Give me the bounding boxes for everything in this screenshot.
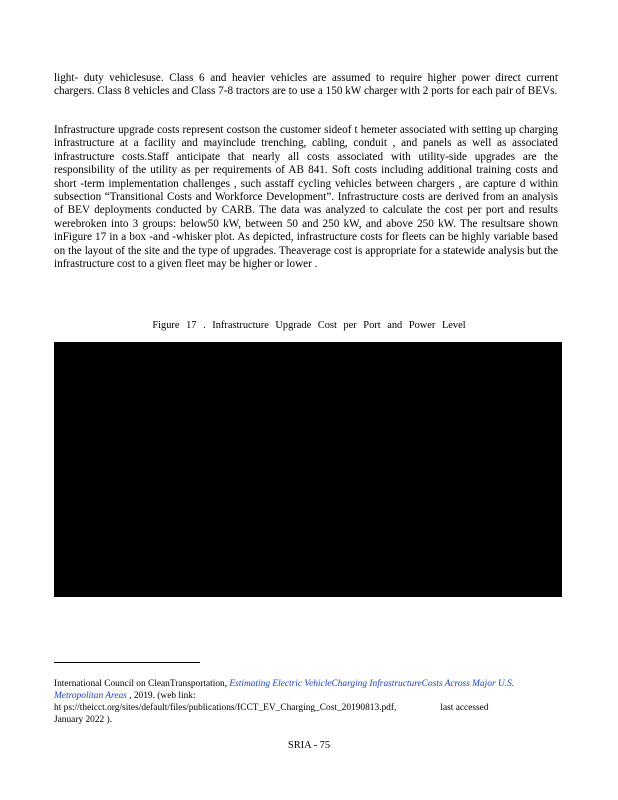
body-paragraph-2: Infrastructure upgrade costs represent costson the customer sideof t hemeter associated with setting up charging infrastructure at a facility and mayinclude trenching, cabling, conduit , and panels as well as associated infrastructure costs.Staff anticipate that nearly all costs associated with utility-side upgrades are the responsibility of the utility as per requirements of AB 841. Soft costs including additional training costs and short -term implementation challenges , such asstaff cycling vehicles between chargers , are capture d within subsection “Transitional Costs and Workforce Development”. Infrastructure costs are derived from an analysis of BEV deployments conducted by CARB. The data was analyzed to calculate the cost per port and results werebroken into 3 groups: below50 kW, between 50 and 250 kW, and above 250 kW. The resultsare shown inFigure 17 in a box -and -whisker plot. As depicted, infrastructure costs for fleets can be highly variable based on the layout of the site and the type of upgrades. Theaverage cost is appropriate for a statewide analysis but the infrastructure cost to a given fleet may be higher or lower . — [54, 124, 558, 271]
footnote — [54, 678, 554, 726]
footnote-divider — [54, 662, 200, 663]
footnote-accessed: last accessed — [440, 703, 489, 713]
footnote-middle: , 2019. (web link: — [126, 691, 196, 701]
body-paragraph-1: light- duty vehiclesuse. Class 6 and heavier vehicles are assumed to require higher power direct current chargers. Class 8 vehicles and Class 7-8 tractors are to use a 150 kW charger with 2 ports for each pair of BEVs. — [54, 72, 558, 98]
footnote-date: January 2022 ). — [54, 715, 113, 725]
figure-image-placeholder — [54, 342, 562, 597]
footnote-prefix: International Council on CleanTransportation, — [54, 679, 230, 689]
page-number: SRIA - 75 — [287, 740, 331, 751]
figure-caption: Figure 17 . Infrastructure Upgrade Cost per Port and Power Level — [152, 320, 466, 331]
footnote-url[interactable]: ht ps://theicct.org/sites/default/files/publications/ICCT_EV_Charging_Cost_20190813.pdf, — [54, 703, 397, 713]
footnote-source-link[interactable]: Estimating Electric VehicleCharging InfrastructureCosts Across Major U.S. Metropolitan Areas — [54, 679, 515, 701]
